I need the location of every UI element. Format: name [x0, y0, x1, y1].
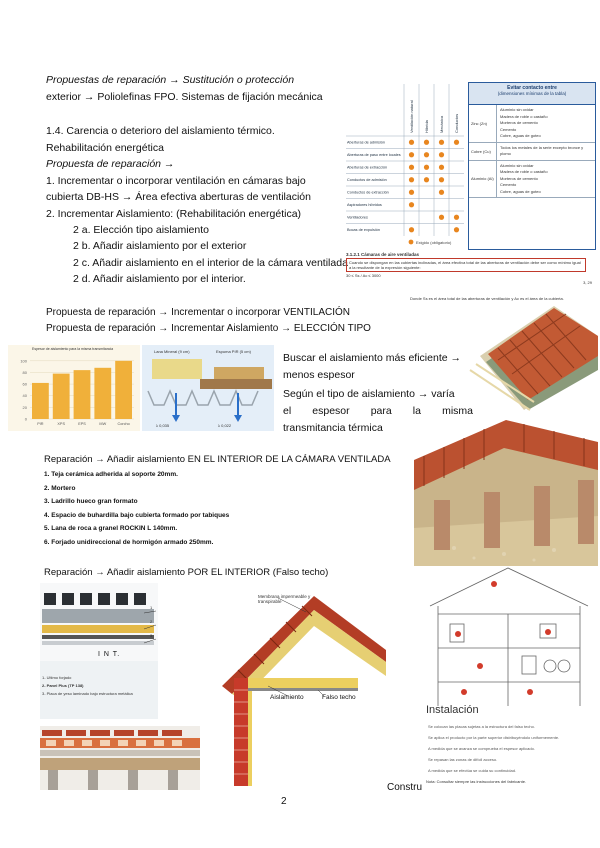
required-dot	[439, 215, 444, 220]
chart-x-label: MW	[99, 422, 107, 426]
arrow-label-2: λ 0,022	[218, 423, 232, 428]
code-body: Cuando se dispongan en las cubiertas inclinadas, el área efectiva total de las aberturas de ventilación debe ser como mínimo igual a la resultante de la expresión siguiente:	[346, 258, 586, 272]
required-dot	[409, 165, 414, 170]
contact-group	[469, 143, 595, 161]
interior-heading: Reparación → Añadir aislamiento POR EL INTERIOR (Falso techo)	[44, 567, 329, 578]
contact-table	[468, 82, 596, 250]
detail-legend-1: 1- Ultimo forjado	[42, 675, 72, 680]
required-dot	[409, 140, 414, 145]
table2-header: Evitar contacto entre	[507, 85, 557, 91]
chart-bar	[94, 368, 111, 419]
mineral-wool-label: Lana Mineral (9 cm)	[154, 349, 190, 354]
code-excerpt	[346, 252, 596, 292]
chart-x-label: XPS	[57, 422, 66, 426]
required-dot	[454, 215, 459, 220]
contact-group	[469, 161, 595, 199]
detail-legend-3: 3- Placa de yeso laminado bajo estructura metálica	[42, 691, 133, 696]
table1-column-header: Conductos	[454, 113, 459, 133]
item-2: 2. Incrementar Aislamiento: (Rehabilitación energética)	[46, 208, 302, 220]
chart-y-tick: 0	[24, 416, 27, 422]
table1-row-label: Aberturas de extracción	[347, 165, 388, 170]
layer-item: 1. Teja cerámica adherida al soporte 20mm.	[44, 471, 178, 478]
installation-step: A medida que se avanza se comprueba el espesor aplicado.	[428, 746, 535, 751]
callout-1: 1	[150, 605, 153, 610]
chart-bar	[74, 370, 91, 419]
contact-group-label: Aluminio (Al)	[469, 161, 497, 198]
pir-layer	[214, 367, 264, 379]
required-dot	[424, 140, 429, 145]
insulation-proposal: Propuesta de reparación → Incrementar Aislamiento → ELECCIÓN TIPO	[46, 323, 371, 334]
efficiency-line-5: transmitancia térmica	[283, 422, 383, 434]
membrane-label: Membrana impermeable y transpirable	[258, 594, 311, 604]
thickness-bar-chart	[8, 345, 140, 431]
contact-item: Morteros de cemento	[500, 175, 538, 181]
required-dot	[424, 177, 429, 182]
item-1-line-1: 1. Incrementar o incorporar ventilación en cámaras bajo	[46, 175, 306, 187]
table1-legend: Exigido (obligatorio)	[416, 240, 452, 245]
contact-item: Cobre, aguas de goteo	[500, 188, 541, 194]
chart-y-tick: 100	[20, 358, 27, 364]
installation-step: Se repasan las zonas de difícil acceso.	[428, 757, 498, 762]
table1-column-header: Híbrida	[424, 120, 429, 133]
repair-line-2: exterior → Poliolefinas FPO. Sistemas de fijación mecánica	[46, 91, 323, 103]
option-2d: 2 d. Añadir aislamiento por el interior.	[73, 273, 246, 285]
installation-step: Se aplica el producto por la parte superior distribuyéndolo uniformemente.	[428, 735, 560, 740]
chart-bar	[32, 383, 49, 419]
option-2a: 2 a. Elección tipo aislamiento	[73, 224, 209, 236]
chart-y-tick: 60	[22, 381, 27, 387]
chart-title: Espesor de aislamiento para la misma transmitancia	[32, 347, 114, 351]
table1-row-label: Conductos de extracción	[347, 190, 389, 195]
required-dot	[424, 165, 429, 170]
required-dot	[424, 152, 429, 157]
callout-2: 2	[150, 619, 153, 624]
ceiling-detail-figure	[40, 583, 158, 719]
required-dot	[439, 140, 444, 145]
layer-item: 6. Forjado unidireccional de hormigón armado 250mm.	[44, 538, 214, 546]
required-dot	[409, 190, 414, 195]
table1-row-label: Aspiradores híbridos	[347, 203, 382, 207]
ventilation-elements-table	[346, 82, 464, 250]
required-dot	[439, 190, 444, 195]
efficiency-line-3: Según el tipo de aislamiento → varía	[283, 388, 455, 400]
arrow-label-1: λ 0,035	[156, 423, 170, 428]
int-label: I N T.	[98, 651, 121, 658]
contact-item: Aluminio sin oxidar	[500, 107, 534, 112]
chart-y-tick: 80	[22, 369, 27, 375]
layer-item: 5. Lana de roca a granel ROCKIN L 140mm.	[44, 525, 178, 532]
installation-title: Instalación	[426, 704, 479, 716]
required-dot	[409, 177, 414, 182]
efficiency-line-2: menos espesor	[283, 369, 355, 381]
required-dot	[454, 140, 459, 145]
detail-legend-2: 2- Panel Plus (TP 138)	[42, 683, 84, 688]
table1-row-label: Bocas de expulsión	[347, 228, 380, 232]
required-dot	[454, 227, 459, 232]
contact-item: Cemento	[500, 182, 517, 187]
section-title: 1.4. Carencia o deterioro del aislamiento térmico.	[46, 125, 275, 137]
contact-item: Todos los metales de la serie excepto bronce y plomo	[500, 144, 584, 156]
repair-line-1: Propuestas de reparación → Sustitución o protección	[46, 74, 295, 86]
layer-list	[44, 468, 229, 549]
chart-x-label: PIR	[37, 422, 44, 426]
contact-item: Cemento	[500, 126, 517, 132]
option-2b: 2 b. Añadir aislamiento por el exterior	[73, 240, 247, 252]
required-dot	[409, 152, 414, 157]
table2-subheader: (dimensiones mínimas de la tabla)	[497, 91, 567, 96]
required-dot	[409, 202, 414, 207]
pir-label: Espuma PIR (5 cm)	[216, 349, 251, 354]
construct-label: Constru	[387, 782, 423, 793]
proposal-label: Propuesta de reparación →	[46, 158, 175, 170]
section-subtitle: Rehabilitación energética	[46, 142, 164, 154]
layer-item: 2. Mortero	[44, 484, 76, 492]
callout-3: 3	[150, 633, 153, 638]
efficiency-line-1: Buscar el aislamiento más eficiente →	[283, 352, 461, 364]
legend-dot	[409, 240, 414, 245]
insulation-label: Aislamiento	[270, 694, 304, 701]
code-page-ref: 3, 29	[583, 280, 592, 285]
required-dot	[409, 227, 414, 232]
chart-x-label: Corcho	[117, 422, 130, 426]
code-formula: 30 ≤ Ss / Ac ≤ 3000	[346, 273, 381, 278]
option-2c: 2 c. Añadir aislamiento en el interior de la cámara ventilada	[73, 257, 348, 269]
table1-row-label: Ventiladores	[347, 215, 368, 220]
installation-step: A medida que se efectúa se cuida su continuidad.	[428, 768, 517, 773]
page-number: 2	[281, 796, 287, 807]
contact-item: Aluminio sin oxidar	[500, 162, 534, 168]
installation-box	[418, 704, 598, 844]
contact-item: Cobre, aguas de goteo	[500, 133, 541, 138]
tile-cross-section	[40, 726, 200, 790]
table1-row-label: Aberturas de admisión	[347, 140, 385, 145]
code-caption: Donde Ss es el área total de las aberturas de ventilación y Ac es el área de la cubierta.	[410, 296, 564, 301]
chart-x-label: EPS	[78, 422, 86, 426]
chart-y-tick: 20	[22, 404, 27, 410]
ventilated-heading: Reparación → Añadir aislamiento EN EL INTERIOR DE LA CÁMARA VENTILADA	[44, 454, 391, 465]
ventilated-chamber-illustration	[414, 420, 598, 566]
item-1-line-2: cubierta DB-HS → Área efectiva aberturas de ventilación	[46, 191, 311, 203]
layer-item: 3. Ladrillo hueco gran formato	[44, 498, 138, 505]
table1-column-header: Ventilación natural	[409, 100, 414, 133]
installation-step: Se colocan las placas sujetas a la estructura del falso techo.	[428, 724, 535, 729]
roof-tiles-illustration	[468, 300, 598, 412]
required-dot	[439, 165, 444, 170]
roof-section-figure	[218, 590, 386, 786]
trapezoidal-deck	[148, 391, 258, 405]
ventilation-proposal: Propuesta de reparación → Incrementar o incorporar VENTILACIÓN	[46, 307, 351, 318]
layer-item: 4. Espacio de buhardilla bajo cubierta formado por tabiques	[44, 511, 230, 519]
false-ceiling-label: Falso techo	[322, 694, 356, 701]
contact-item: Madera de roble o castaño	[500, 169, 548, 174]
chart-y-tick: 40	[22, 393, 27, 399]
required-dot	[439, 177, 444, 182]
efficiency-line-4: el espesor para la misma	[283, 405, 473, 417]
table1-column-header: Mecánica	[439, 115, 444, 133]
contact-group	[469, 105, 595, 143]
table1-row-label: Conductos de admisión	[347, 178, 387, 182]
installation-note: Nota: Consultar siempre las instrucciones del fabricante.	[426, 779, 527, 784]
chart-bar	[115, 361, 132, 419]
contact-group-label: Zinc (Zn)	[469, 105, 497, 142]
contact-item: Morteros de cemento	[500, 120, 538, 125]
thickness-comparison	[142, 345, 274, 431]
table1-row-label: Aberturas de paso entre locales	[347, 153, 401, 157]
building-sketch	[420, 566, 598, 706]
chart-bar	[53, 374, 70, 419]
contact-group-label: Cobre (Cu)	[469, 143, 497, 160]
required-dot	[439, 152, 444, 157]
contact-item: Madera de roble o castaño	[500, 113, 548, 119]
mineral-wool-layer	[152, 359, 202, 379]
code-heading: 3.1.2.1 Cámaras de aire ventiladas	[346, 252, 420, 257]
